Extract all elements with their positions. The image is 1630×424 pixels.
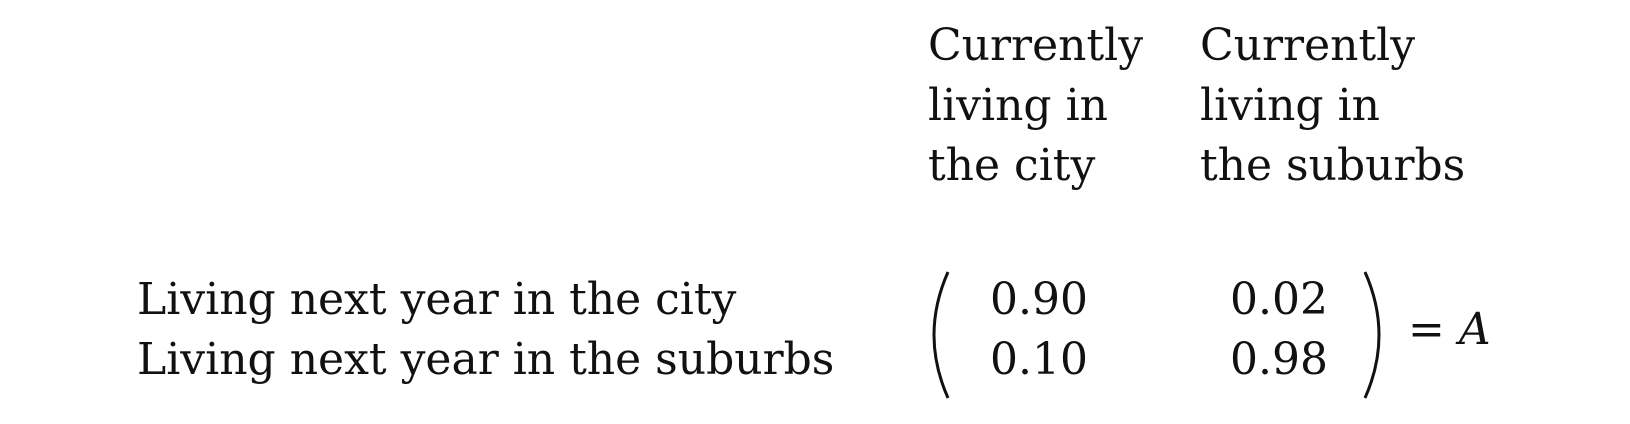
matrix-cell: 0.10 bbox=[990, 334, 1088, 385]
row-label-suburbs: Living next year in the suburbs bbox=[137, 334, 835, 385]
column-header-line: the city bbox=[928, 140, 1096, 191]
column-header-line: the suburbs bbox=[1200, 140, 1466, 191]
matrix-cell: 0.98 bbox=[1230, 334, 1328, 385]
column-header-line: Currently bbox=[928, 20, 1144, 71]
matrix-equation bbox=[1408, 300, 1491, 360]
column-header-line: Currently bbox=[1200, 20, 1416, 71]
column-header-suburbs bbox=[1200, 16, 1465, 196]
right-parenthesis bbox=[1355, 270, 1395, 400]
column-header-line: living in bbox=[1200, 80, 1380, 131]
matrix-name: A bbox=[1458, 304, 1491, 355]
column-header-city bbox=[928, 16, 1143, 196]
equals-sign: = bbox=[1408, 304, 1445, 355]
matrix-cell: 0.90 bbox=[990, 274, 1088, 325]
left-parenthesis bbox=[918, 270, 958, 400]
row-label-city: Living next year in the city bbox=[137, 274, 737, 325]
matrix-cell: 0.02 bbox=[1230, 274, 1328, 325]
column-header-line: living in bbox=[928, 80, 1108, 131]
